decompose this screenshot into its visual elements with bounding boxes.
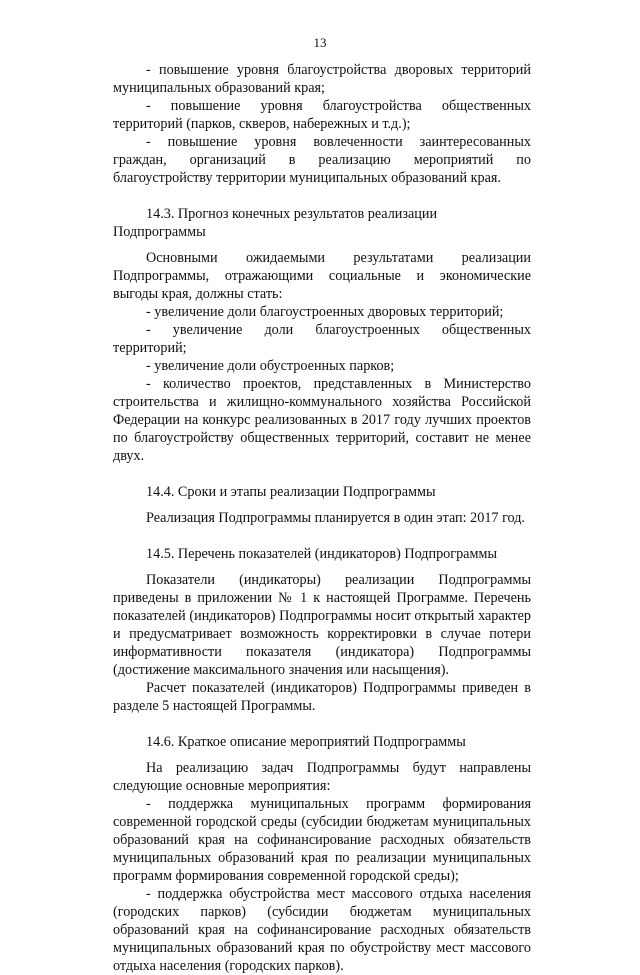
section-heading-14-6: 14.6. Краткое описание мероприятий Подпрограммы <box>146 734 466 750</box>
list-item: - увеличение доли благоустроенных общественных территорий; <box>113 322 531 356</box>
list-item: - увеличение доли благоустроенных дворовых территорий; <box>146 304 504 320</box>
paragraph: Основными ожидаемыми результатами реализации Подпрограммы, отражающими социальные и экономические выгоды края, должны стать: <box>113 250 531 302</box>
paragraph: На реализацию задач Подпрограммы будут направлены следующие основные мероприятия: <box>113 760 531 794</box>
list-item: - повышение уровня благоустройства дворовых территорий муниципальных образований края; <box>113 62 531 96</box>
paragraph: Показатели (индикаторы) реализации Подпрограммы приведены в приложении № 1 к настоящей Программе. Перечень показателей (индикаторов) Подпрограммы носит открытый характер и предусматривает возможность корректировки в случае потери информативности показателя (индикатора) Подпрограммы (достижение максимального значения или насыщения). <box>113 572 531 678</box>
section-heading-14-5: 14.5. Перечень показателей (индикаторов) Подпрограммы <box>146 546 497 562</box>
paragraph: Расчет показателей (индикаторов) Подпрограммы приведен в разделе 5 настоящей Программы. <box>113 680 531 714</box>
page-number: 13 <box>313 35 327 50</box>
list-item: - поддержка муниципальных программ формирования современной городской среды (субсидии бюджетам муниципальных образований края на софинансирование расходных обязательств муниципальных образований края по реализации муниципальных программ формирования современной городской среды); <box>113 796 531 884</box>
section-heading-14-4: 14.4. Сроки и этапы реализации Подпрограммы <box>146 484 436 500</box>
page-content <box>113 61 531 975</box>
paragraph: Реализация Подпрограммы планируется в один этап: 2017 год. <box>146 510 525 526</box>
list-item: - увеличение доли обустроенных парков; <box>146 358 395 374</box>
list-item: - повышение уровня вовлеченности заинтересованных граждан, организаций в реализацию мероприятий по благоустройству территории муниципальных образований края. <box>113 134 531 186</box>
section-heading-14-3: 14.3. Прогноз конечных результатов реализации Подпрограммы <box>113 206 438 240</box>
list-item: - повышение уровня благоустройства общественных территорий (парков, скверов, набережных и т.д.); <box>113 98 531 132</box>
list-item: - количество проектов, представленных в Министерство строительства и жилищно-коммунального хозяйства Российской Федерации на конкурс реализованных в 2017 году лучших проектов по благоустройству общественных территорий, составит не менее двух. <box>113 376 531 464</box>
list-item: - поддержка обустройства мест массового отдыха населения (городских парков) (субсидии бюджетам муниципальных образований края на софинансирование расходных обязательств муниципальных образований края по обустройству мест массового отдыха населения (городских парков). <box>113 886 531 974</box>
